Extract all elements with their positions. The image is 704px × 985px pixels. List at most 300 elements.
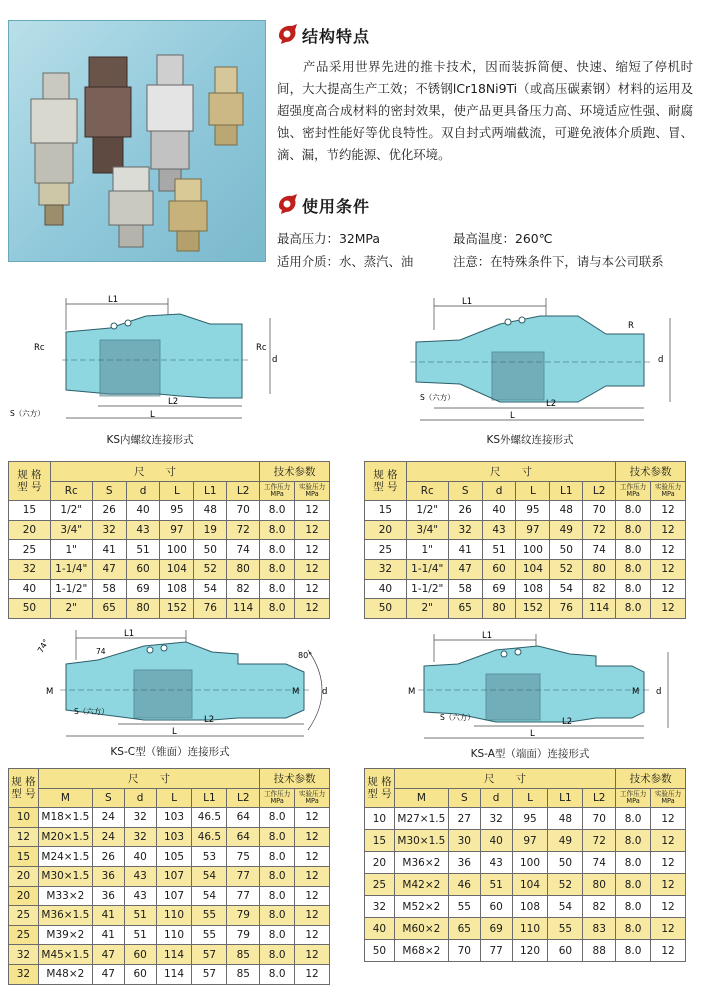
col-header: L <box>160 481 194 501</box>
table-cell: 85 <box>227 945 260 965</box>
dim-label-L1: L1 <box>462 297 473 307</box>
col-header: d <box>124 788 156 808</box>
dim-label-M-left: M <box>46 687 54 697</box>
table-cell: 32 <box>448 520 482 540</box>
table-cell: 53 <box>192 847 227 867</box>
table-cell: 10 <box>9 808 39 828</box>
table-cell: 104 <box>516 559 550 579</box>
col-header-work-pressure: 工作压力 MPa <box>616 788 651 808</box>
header-model: 规 格 型 号 <box>9 462 51 501</box>
table-cell: 20 <box>365 520 407 540</box>
table-cell: 95 <box>512 808 548 830</box>
table-cell: 50 <box>550 540 583 560</box>
table-cell: 3/4" <box>50 520 92 540</box>
table-cell: 12 <box>651 808 686 830</box>
table-cell: 20 <box>365 852 395 874</box>
table-cell: 2" <box>406 599 448 619</box>
table-row <box>365 918 686 940</box>
table-cell: 51 <box>126 540 160 560</box>
table-cell: 108 <box>160 579 194 599</box>
table-cell: 52 <box>548 874 583 896</box>
table-cell: 25 <box>365 540 407 560</box>
col-header: d <box>482 481 516 501</box>
table-cell: M18×1.5 <box>38 808 92 828</box>
col-header: d <box>480 788 512 808</box>
table-cell: 12 <box>295 520 330 540</box>
table-cell: 1-1/4" <box>50 559 92 579</box>
header-dimensions: 尺 寸 <box>394 769 615 789</box>
table-row <box>9 866 330 886</box>
col-header-test-pressure: 实验压力 MPa <box>651 788 686 808</box>
table-cell: 50 <box>365 599 407 619</box>
table-cell: 70 <box>583 808 616 830</box>
table-cell: 40 <box>480 830 512 852</box>
section-bullet-icon <box>276 22 300 46</box>
table-cell: M45×1.5 <box>38 945 92 965</box>
table-cell: 46.5 <box>192 808 227 828</box>
table-cell: 74 <box>583 540 616 560</box>
table-cell: 110 <box>156 906 192 926</box>
table-cell: 55 <box>448 896 480 918</box>
table-cell: 8.0 <box>260 847 295 867</box>
spec-table-ks-a <box>364 768 686 962</box>
table-cell: 69 <box>482 579 516 599</box>
table-cell: 80 <box>583 559 616 579</box>
table-cell: 55 <box>548 918 583 940</box>
table-cell: 80 <box>227 559 260 579</box>
table-cell: 8.0 <box>260 945 295 965</box>
table-cell: 8.0 <box>260 559 295 579</box>
table-cell: 8.0 <box>260 866 295 886</box>
table-cell: 25 <box>9 925 39 945</box>
table-row <box>365 540 686 560</box>
table-cell: 20 <box>9 866 39 886</box>
table-cell: 12 <box>295 847 330 867</box>
table-cell: 48 <box>194 501 227 521</box>
dim-label-Rc-right: Rc <box>256 343 267 353</box>
table-cell: 49 <box>550 520 583 540</box>
table-row <box>365 520 686 540</box>
caption-ks-external: KS外螺纹连接形式 <box>486 434 574 446</box>
table-cell: 57 <box>192 945 227 965</box>
fitting-2 <box>85 57 131 173</box>
table-cell: 100 <box>160 540 194 560</box>
table-cell: 70 <box>448 940 480 962</box>
col-header: L2 <box>583 481 616 501</box>
col-header: S <box>448 788 480 808</box>
table-cell: 1/2" <box>50 501 92 521</box>
table-cell: 64 <box>227 827 260 847</box>
col-header: L2 <box>583 788 616 808</box>
table-row <box>365 579 686 599</box>
table-cell: 54 <box>192 866 227 886</box>
table-cell: 8.0 <box>616 520 651 540</box>
dim-label-L2: L2 <box>204 715 215 725</box>
table-cell: 25 <box>9 906 39 926</box>
table-row <box>9 559 330 579</box>
table-cell: 8.0 <box>616 852 651 874</box>
table-row <box>9 925 330 945</box>
table-cell: 104 <box>512 874 548 896</box>
table-cell: 55 <box>192 925 227 945</box>
table-cell: 50 <box>194 540 227 560</box>
col-header-test-pressure: 实验压力 MPa <box>651 481 686 501</box>
table-cell: 12 <box>295 540 330 560</box>
table-cell: 60 <box>480 896 512 918</box>
table-cell: 12 <box>651 940 686 962</box>
table-cell: 32 <box>9 964 39 984</box>
table-cell: 50 <box>365 940 395 962</box>
table-cell: 51 <box>480 874 512 896</box>
dim-label-d: d <box>272 355 278 365</box>
table-cell: 46 <box>448 874 480 896</box>
table-cell: 120 <box>512 940 548 962</box>
caption-ks-c: KS-C型（锥面）连接形式 <box>110 746 230 758</box>
table-cell: 40 <box>126 501 160 521</box>
table-row <box>9 808 330 828</box>
table-cell: 8.0 <box>616 918 651 940</box>
dim-label-d: d <box>322 687 328 697</box>
dim-label-R: R <box>628 321 634 331</box>
table-cell: 107 <box>156 866 192 886</box>
table-cell: 8.0 <box>616 940 651 962</box>
dim-label-S: S（六方） <box>420 393 455 402</box>
table-cell: M27×1.5 <box>394 808 448 830</box>
table-cell: 1/2" <box>406 501 448 521</box>
table-cell: M30×1.5 <box>38 866 92 886</box>
table-cell: 32 <box>92 520 126 540</box>
table-cell: 15 <box>9 847 39 867</box>
dim-label-d: d <box>658 355 664 365</box>
table-row <box>365 808 686 830</box>
table-cell: 85 <box>227 964 260 984</box>
col-header: L2 <box>227 788 260 808</box>
table-row <box>365 874 686 896</box>
fitting-5 <box>109 167 153 247</box>
table-cell: 41 <box>448 540 482 560</box>
table-cell: 8.0 <box>260 599 295 619</box>
max-pressure: 最高压力：32MPa <box>277 231 380 246</box>
table-cell: 27 <box>448 808 480 830</box>
table-cell: 75 <box>227 847 260 867</box>
table-cell: 105 <box>156 847 192 867</box>
table-cell: 60 <box>482 559 516 579</box>
table-cell: 36 <box>448 852 480 874</box>
table-cell: 54 <box>548 896 583 918</box>
table-cell: M39×2 <box>38 925 92 945</box>
table-cell: 51 <box>124 925 156 945</box>
table-cell: 8.0 <box>616 579 651 599</box>
table-row <box>9 886 330 906</box>
table-cell: 12 <box>651 830 686 852</box>
table-cell: 12 <box>295 906 330 926</box>
table-cell: 32 <box>124 827 156 847</box>
col-header: Rc <box>406 481 448 501</box>
table-cell: 43 <box>126 520 160 540</box>
table-cell: 8.0 <box>260 520 295 540</box>
table-cell: 60 <box>548 940 583 962</box>
table-cell: 32 <box>9 945 39 965</box>
col-header-test-pressure: 实验压力 MPa <box>295 788 330 808</box>
table-cell: 20 <box>9 886 39 906</box>
table-row <box>9 945 330 965</box>
table-cell: 8.0 <box>260 808 295 828</box>
table-cell: 8.0 <box>260 964 295 984</box>
header-model: 规 格 型 号 <box>365 462 407 501</box>
table-cell: 74 <box>583 852 616 874</box>
section-title-conditions: 使用条件 <box>302 197 371 216</box>
dim-label-L2: L2 <box>562 717 573 727</box>
dim-label-L1: L1 <box>108 295 119 305</box>
table-cell: 32 <box>480 808 512 830</box>
header-tech: 技术参数 <box>260 462 330 482</box>
table-cell: 8.0 <box>260 579 295 599</box>
table-cell: M33×2 <box>38 886 92 906</box>
table-cell: 12 <box>295 866 330 886</box>
table-cell: 152 <box>516 599 550 619</box>
structure-description: 产品采用世界先进的推卡技术，因而装拆简便、快速、缩短了停机时间，大大提高生产工效；不锈钢lCr18Ni9Ti（或高压碳素钢）材料的运用及超强度高合成材料的密封效果，使产品更具备压力高、环境适应性强、耐腐蚀、密封性能好等优良特性。双自封式两端截流，可避免液体介质跑、冒、滴、漏，节约能源、优化环境。 <box>277 59 693 162</box>
table-cell: 72 <box>583 830 616 852</box>
usage-note: 注意：在特殊条件下，请与本公司联系 <box>453 254 664 269</box>
table-cell: M42×2 <box>394 874 448 896</box>
col-header: L <box>156 788 192 808</box>
table-cell: 12 <box>295 808 330 828</box>
col-header: M <box>38 788 92 808</box>
table-cell: 110 <box>156 925 192 945</box>
table-cell: 12 <box>651 501 686 521</box>
table-cell: 80 <box>126 599 160 619</box>
table-cell: M30×1.5 <box>394 830 448 852</box>
header-model: 规 格 型 号 <box>9 769 39 808</box>
drawing-ks-c <box>36 620 346 744</box>
max-temperature: 最高温度：260℃ <box>453 231 553 246</box>
table-cell: 60 <box>124 945 156 965</box>
applicable-medium: 适用介质：水、蒸汽、油 <box>277 254 414 269</box>
table-cell: 1-1/2" <box>406 579 448 599</box>
table-cell: 12 <box>295 945 330 965</box>
table-cell: 77 <box>480 940 512 962</box>
table-cell: 36 <box>92 866 124 886</box>
table-cell: 12 <box>295 925 330 945</box>
table-cell: 12 <box>651 896 686 918</box>
table-cell: 12 <box>651 559 686 579</box>
table-cell: 10 <box>365 808 395 830</box>
dim-label-S: S（六方） <box>440 713 475 722</box>
table-cell: 47 <box>448 559 482 579</box>
table-cell: 19 <box>194 520 227 540</box>
table-cell: 110 <box>512 918 548 940</box>
table-cell: 41 <box>92 906 124 926</box>
table-cell: 12 <box>651 579 686 599</box>
table-cell: 12 <box>295 886 330 906</box>
table-cell: 8.0 <box>616 896 651 918</box>
table-cell: 12 <box>295 579 330 599</box>
table-row <box>365 940 686 962</box>
header-tech: 技术参数 <box>616 462 686 482</box>
table-cell: 8.0 <box>616 599 651 619</box>
table-cell: 25 <box>365 874 395 896</box>
table-cell: 58 <box>92 579 126 599</box>
col-header: Rc <box>50 481 92 501</box>
table-cell: 15 <box>365 501 407 521</box>
header-model: 规 格 型 号 <box>365 769 395 808</box>
table-cell: 41 <box>92 925 124 945</box>
table-cell: 32 <box>9 559 51 579</box>
col-header: L1 <box>192 788 227 808</box>
table-cell: 80 <box>583 874 616 896</box>
table-cell: M48×2 <box>38 964 92 984</box>
table-cell: 65 <box>448 918 480 940</box>
dim-label-L: L <box>530 729 535 739</box>
dim-label-S: S（六方） <box>10 409 45 418</box>
spec-table-ks-internal <box>8 461 330 619</box>
spec-table-ks-c <box>8 768 330 985</box>
col-header-test-pressure: 实验压力 MPa <box>295 481 330 501</box>
table-cell: 26 <box>448 501 482 521</box>
table-cell: 95 <box>516 501 550 521</box>
table-cell: 69 <box>480 918 512 940</box>
table-cell: 40 <box>365 918 395 940</box>
header-dimensions: 尺 寸 <box>406 462 615 482</box>
col-header: L1 <box>550 481 583 501</box>
table-cell: 12 <box>651 874 686 896</box>
col-header-work-pressure: 工作压力 MPa <box>260 481 295 501</box>
table-cell: 25 <box>9 540 51 560</box>
table-cell: 43 <box>124 886 156 906</box>
table-cell: 72 <box>227 520 260 540</box>
table-cell: 41 <box>92 540 126 560</box>
table-cell: 40 <box>482 501 516 521</box>
table-cell: 8.0 <box>616 501 651 521</box>
product-photo <box>8 20 266 262</box>
table-cell: 12 <box>9 827 39 847</box>
dim-label-74: 74 <box>96 647 106 656</box>
table-cell: 32 <box>365 559 407 579</box>
header-dimensions: 尺 寸 <box>50 462 259 482</box>
table-cell: 65 <box>92 599 126 619</box>
table-cell: 52 <box>194 559 227 579</box>
table-cell: 83 <box>583 918 616 940</box>
header-tech: 技术参数 <box>260 769 330 789</box>
dim-label-L: L <box>172 727 177 737</box>
table-cell: 1" <box>50 540 92 560</box>
table-cell: 74 <box>227 540 260 560</box>
table-cell: 2" <box>50 599 92 619</box>
table-row <box>9 501 330 521</box>
caption-ks-a: KS-A型（端面）连接形式 <box>470 748 590 760</box>
caption-ks-internal: KS内螺纹连接形式 <box>106 434 194 446</box>
table-cell: 40 <box>9 579 51 599</box>
table-cell: 12 <box>295 827 330 847</box>
table-cell: 100 <box>512 852 548 874</box>
table-cell: 30 <box>448 830 480 852</box>
table-cell: 79 <box>227 906 260 926</box>
col-header-work-pressure: 工作压力 MPa <box>616 481 651 501</box>
table-cell: 26 <box>92 847 124 867</box>
table-cell: 47 <box>92 964 124 984</box>
table-cell: 152 <box>160 599 194 619</box>
table-cell: 12 <box>651 520 686 540</box>
table-cell: 48 <box>550 501 583 521</box>
table-cell: 50 <box>548 852 583 874</box>
fitting-4 <box>209 67 243 145</box>
table-cell: 65 <box>448 599 482 619</box>
table-cell: 70 <box>583 501 616 521</box>
header-tech: 技术参数 <box>616 769 686 789</box>
section-title-structure: 结构特点 <box>302 27 371 46</box>
table-cell: 97 <box>160 520 194 540</box>
col-header: L <box>516 481 550 501</box>
dim-label-M-right: M <box>292 687 300 697</box>
table-cell: 8.0 <box>260 501 295 521</box>
table-cell: 54 <box>194 579 227 599</box>
col-header: S <box>92 788 124 808</box>
col-header: S <box>92 481 126 501</box>
table-cell: 97 <box>516 520 550 540</box>
table-cell: 69 <box>126 579 160 599</box>
table-cell: 8.0 <box>616 830 651 852</box>
dim-label-M-right: M <box>632 687 640 697</box>
table-cell: 82 <box>583 579 616 599</box>
header-dimensions: 尺 寸 <box>38 769 259 789</box>
table-cell: 108 <box>516 579 550 599</box>
table-cell: 12 <box>651 852 686 874</box>
table-row <box>9 520 330 540</box>
dim-label-74deg: 74° <box>35 637 51 655</box>
table-cell: 51 <box>124 906 156 926</box>
table-row <box>9 827 330 847</box>
table-cell: 76 <box>550 599 583 619</box>
table-cell: 80 <box>482 599 516 619</box>
table-cell: 60 <box>124 964 156 984</box>
table-cell: 8.0 <box>616 874 651 896</box>
dim-label-L: L <box>510 411 515 421</box>
table-cell: 20 <box>9 520 51 540</box>
table-cell: 114 <box>156 964 192 984</box>
dim-label-L1: L1 <box>124 629 135 639</box>
col-header: d <box>126 481 160 501</box>
table-cell: 55 <box>192 906 227 926</box>
table-cell: 40 <box>365 579 407 599</box>
table-row <box>365 599 686 619</box>
table-cell: 107 <box>156 886 192 906</box>
table-cell: M52×2 <box>394 896 448 918</box>
table-cell: 58 <box>448 579 482 599</box>
table-cell: 72 <box>583 520 616 540</box>
dim-label-d: d <box>656 687 662 697</box>
table-cell: 97 <box>512 830 548 852</box>
fitting-6 <box>169 179 207 251</box>
table-cell: 24 <box>92 827 124 847</box>
drawing-ks-internal <box>10 290 300 430</box>
table-cell: 8.0 <box>616 808 651 830</box>
table-cell: 12 <box>651 540 686 560</box>
table-row <box>365 852 686 874</box>
table-cell: 26 <box>92 501 126 521</box>
table-cell: 54 <box>192 886 227 906</box>
table-row <box>9 964 330 984</box>
table-cell: 8.0 <box>260 827 295 847</box>
table-cell: 70 <box>227 501 260 521</box>
drawing-ks-external <box>400 290 690 430</box>
table-cell: 50 <box>9 599 51 619</box>
dim-label-80deg: 80° <box>298 651 313 660</box>
drawing-ks-a <box>400 626 690 748</box>
table-cell: 43 <box>482 520 516 540</box>
table-row <box>365 501 686 521</box>
dim-label-L1: L1 <box>482 631 493 641</box>
table-row <box>9 906 330 926</box>
